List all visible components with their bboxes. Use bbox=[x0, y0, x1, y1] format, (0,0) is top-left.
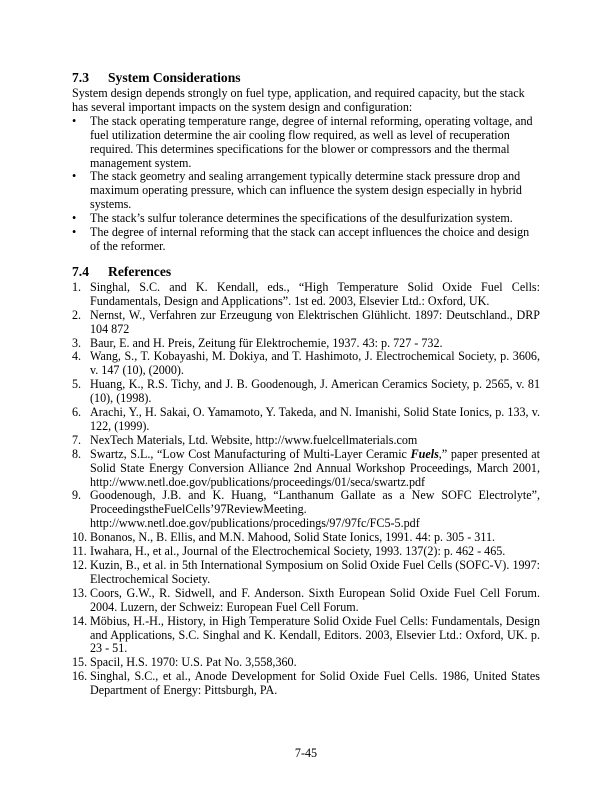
reference-item: 16. Singhal, S.C., et al., Anode Development for Solid Oxide Fuel Cells. 1986, United States Department of Energy: Pittsburgh, PA. bbox=[72, 669, 540, 698]
intro-paragraph: System design depends strongly on fuel type, application, and required capacity, but the stack has several important impacts on the system design and configuration: bbox=[72, 86, 525, 114]
reference-item: 11. Iwahara, H., et al., Journal of the Electrochemical Society, 1993. 137(2): p. 462 - 465. bbox=[72, 544, 506, 559]
section-title: System Considerations bbox=[108, 70, 241, 85]
reference-item: 2. Nernst, W., Verfahren zur Erzeugung von Elektrischen Glühlicht. 1897: Deutschland., DRP 104 872 bbox=[72, 307, 540, 336]
section-references bbox=[72, 264, 540, 698]
bullet-item: • The stack’s sulfur tolerance determines the specifications of the desulfurization system. bbox=[72, 211, 513, 226]
bullet-item: • The stack geometry and sealing arrangement typically determine stack pressure drop and maximum operating pressure, which can influence the system design especially in hybrid systems. bbox=[72, 169, 522, 212]
reference-item: 6. Arachi, Y., H. Sakai, O. Yamamoto, Y. Takeda, and N. Imanishi, Solid State Ionics, p. 133, v. 122, (1999). bbox=[72, 405, 540, 433]
reference-url: http://www.netl.doe.gov/publications/procedings/97/97fc/FC5-5.pdf bbox=[90, 516, 420, 531]
bullet-icon: • bbox=[72, 113, 77, 128]
reference-item: 10. Bonanos, N., B. Ellis, and M.N. Mahood, Solid State Ionics, 1991. 44: p. 305 - 311. bbox=[72, 530, 496, 545]
section-heading bbox=[72, 264, 540, 280]
reference-item: 13. Coors, G.W., R. Sidwell, and F. Anderson. Sixth European Solid Oxide Fuel Cell Forum. 2004. Luzern, der Schweiz: European Fuel Cell Forum. bbox=[72, 585, 540, 614]
section-system-considerations bbox=[72, 70, 540, 254]
reference-item: 8. Swartz, S.L., “Low Cost Manufacturing of Multi-Layer Ceramic Fuels,” paper presented at Solid State Energy Conversion Alliance 2nd Annual Workshop Proceedings, March 2001, http://www.netl.doe.gov/publications/proceedings/01/seca/swartz.pdf bbox=[72, 446, 541, 489]
bullet-icon: • bbox=[72, 225, 77, 240]
bullet-item: • The stack operating temperature range, degree of internal reforming, operating voltage, and fuel utilization determine the air cooling flow required, as well as level of recuperation required. This determines specifications for the blower or compressors and the thermal management system. bbox=[72, 113, 533, 170]
section-title: References bbox=[108, 263, 172, 279]
page-number: 7-45 bbox=[294, 746, 318, 760]
reference-item: 4. Wang, S., T. Kobayashi, M. Dokiya, and T. Hashimoto, J. Electrochemical Society, p. 3606, v. 147 (10), (2000). bbox=[72, 349, 540, 378]
reference-item: 12. Kuzin, B., et al. in 5th International Symposium on Solid Oxide Fuel Cells (SOFC-V). 1997: Electrochemical Society. bbox=[72, 558, 540, 586]
reference-item: 3. Baur, E. and H. Preis, Zeitung für Elektrochemie, 1937. 43: p. 727 - 732. bbox=[72, 335, 443, 350]
reference-item: 1. Singhal, S.C. and K. Kendall, eds., “High Temperature Solid Oxide Fuel Cells: Fundamentals, Design and Applications”. 1st ed. 2003, Elsevier Ltd.: Oxford, UK. bbox=[72, 279, 540, 308]
bullet-icon: • bbox=[72, 211, 77, 226]
reference-item: 9. Goodenough, J.B. and K. Huang, “Lanthanum Gallate as a New SOFC Electrolyte”, ProceedingstheFuelCells’97ReviewMeeting. http://www.netl.doe.gov/publications/procedings/97/97fc/FC5-5.pdf bbox=[72, 488, 540, 531]
section-number: 7.3 bbox=[72, 70, 89, 85]
reference-item: 15. Spacil, H.S. 1970: U.S. Pat No. 3,558,360. bbox=[72, 655, 297, 670]
page-content bbox=[72, 70, 540, 698]
reference-item: 7. NexTech Materials, Ltd. Website, http://www.fuelcellmaterials.com bbox=[72, 432, 418, 447]
reference-list bbox=[72, 281, 540, 698]
reference-item: 5. Huang, K., R.S. Tichy, and J. B. Goodenough, J. American Ceramics Society, p. 2565, v. 81 (10), (1998). bbox=[72, 377, 540, 406]
section-heading bbox=[72, 70, 540, 86]
bullet-icon: • bbox=[72, 169, 77, 184]
reference-item: 14. Möbius, H.-H., History, in High Temperature Solid Oxide Fuel Cells: Fundamentals, Design and Applications, S.C. Singhal and K. Kendall, Editors. 2003, Elsevier Ltd.: Oxford, UK. p. 23 - 51. bbox=[72, 613, 540, 656]
section-number: 7.4 bbox=[72, 263, 89, 279]
emphasis-text: Fuels bbox=[410, 446, 439, 461]
bullet-list bbox=[72, 115, 540, 254]
bullet-item: • The degree of internal reforming that the stack can accept influences the choice and design of the reformer. bbox=[72, 225, 530, 253]
